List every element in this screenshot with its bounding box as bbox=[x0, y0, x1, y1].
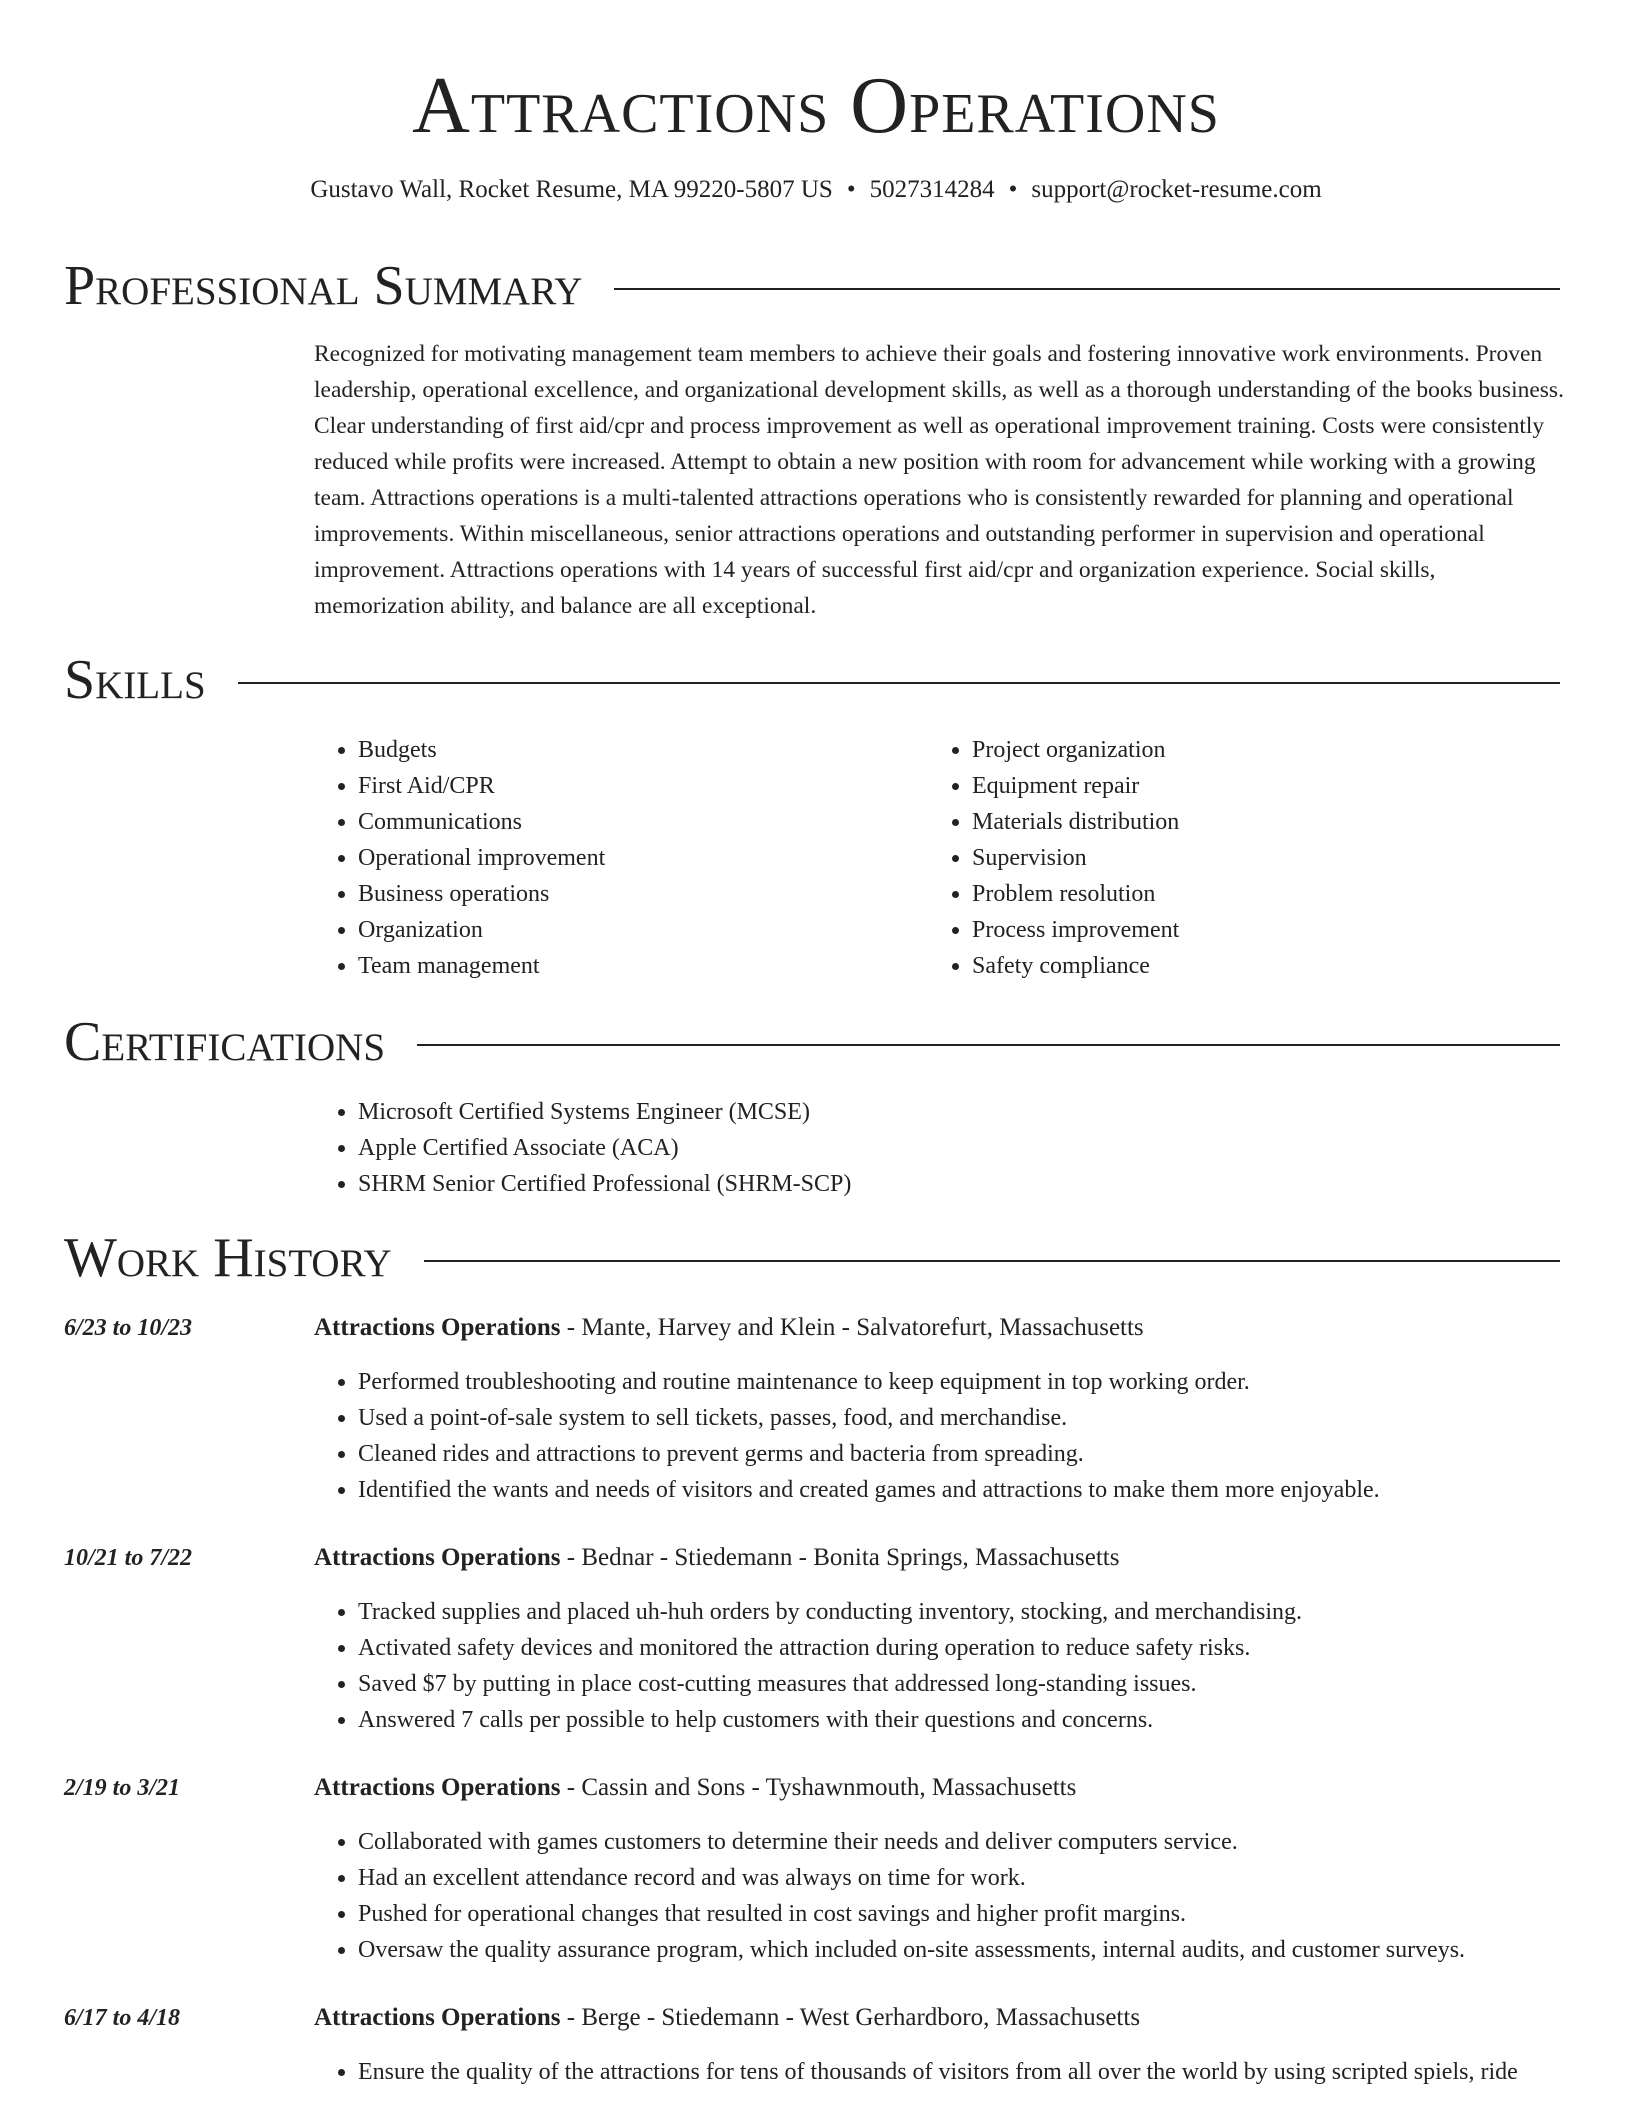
duty-item: • Collaborated with games customers to determine their needs and deliver computers service. bbox=[358, 1824, 1465, 1860]
skill-item: • Communications bbox=[358, 804, 605, 840]
job-duties bbox=[314, 1594, 1302, 1738]
skills-section-title: Skills bbox=[64, 649, 206, 711]
skills-list-right bbox=[928, 732, 1179, 984]
certification-item: • Apple Certified Associate (ACA) bbox=[358, 1130, 851, 1166]
duty-item: • Identified the wants and needs of visitors and created games and attractions to make them more enjoyable. bbox=[358, 1472, 1380, 1508]
skill-item: • First Aid/CPR bbox=[358, 768, 605, 804]
skill-item: • Problem resolution bbox=[972, 876, 1179, 912]
skill-item: • Team management bbox=[358, 948, 605, 984]
job-title: Attractions Operations bbox=[314, 1774, 561, 1801]
job-dates: 10/21 to 7/22 bbox=[64, 1545, 193, 1571]
skill-item: • Budgets bbox=[358, 732, 605, 768]
skill-item: • Process improvement bbox=[972, 912, 1179, 948]
work-history-section-header bbox=[64, 1222, 1560, 1294]
professional-summary-text: Recognized for motivating management team members to achieve their goals and fostering innovative work environments. Proven leadership, operational excellence, and organizational development skills, as well as a thorough understanding of the books business. Clear understanding of first aid/cpr and process improvement as well as operational improvement training. Costs were consistently reduced while profits were increased. Attempt to obtain a new position with room for advancement while working with a growing team. Attractions operations is a multi-talented attractions operations who is consistently rewarded for planning and operational improvements. Within miscellaneous, senior attractions operations and outstanding performer in supervision and operational improvement. Attractions operations with 14 years of successful first aid/cpr and organization experience. Social skills, memorization ability, and balance are all exceptional. bbox=[314, 341, 1564, 619]
summary-section-title: Professional Summary bbox=[64, 255, 583, 317]
skill-item: • Business operations bbox=[358, 876, 605, 912]
job-employer: - Mante, Harvey and Klein - Salvatorefurt, Massachusetts bbox=[560, 1314, 1144, 1341]
skills-section-header bbox=[64, 644, 1560, 716]
certifications-section-title: Certifications bbox=[64, 1011, 386, 1073]
job-duties bbox=[314, 1364, 1380, 1508]
contact-address: Gustavo Wall, Rocket Resume, MA 99220-5807 US bbox=[310, 176, 833, 203]
skill-item: • Supervision bbox=[972, 840, 1179, 876]
skill-item: • Operational improvement bbox=[358, 840, 605, 876]
section-divider bbox=[424, 1260, 1560, 1262]
certification-item: • SHRM Senior Certified Professional (SHRM-SCP) bbox=[358, 1166, 851, 1202]
job-duties bbox=[314, 1824, 1465, 1968]
section-divider bbox=[417, 1044, 1560, 1046]
job-employer: - Cassin and Sons - Tyshawnmouth, Massachusetts bbox=[560, 1774, 1077, 1801]
duty-item: • Ensure the quality of the attractions for tens of thousands of visitors from all over the world by using scripted spiels, ride bbox=[358, 2054, 1518, 2090]
certifications-list bbox=[314, 1094, 851, 1202]
duty-item: • Tracked supplies and placed uh-huh orders by conducting inventory, stocking, and merchandising. bbox=[358, 1594, 1302, 1630]
job-title: Attractions Operations bbox=[314, 1314, 561, 1341]
duty-item: • Cleaned rides and attractions to prevent germs and bacteria from spreading. bbox=[358, 1436, 1380, 1472]
duty-item: • Had an excellent attendance record and was always on time for work. bbox=[358, 1860, 1465, 1896]
duty-item: • Answered 7 calls per possible to help customers with their questions and concerns. bbox=[358, 1702, 1302, 1738]
duty-item: • Performed troubleshooting and routine maintenance to keep equipment in top working order. bbox=[358, 1364, 1380, 1400]
job-employer: - Bednar - Stiedemann - Bonita Springs, Massachusetts bbox=[560, 1544, 1120, 1571]
job-dates: 2/19 to 3/21 bbox=[64, 1775, 181, 1801]
duty-item: • Activated safety devices and monitored the attraction during operation to reduce safety risks. bbox=[358, 1630, 1302, 1666]
certification-item: • Microsoft Certified Systems Engineer (MCSE) bbox=[358, 1094, 851, 1130]
job-title: Attractions Operations bbox=[314, 2004, 561, 2031]
summary-section-header bbox=[64, 250, 1560, 322]
job-title: Attractions Operations bbox=[314, 1544, 561, 1571]
work-history-section-title: Work History bbox=[64, 1227, 392, 1289]
contact-email: support@rocket-resume.com bbox=[1031, 176, 1322, 203]
job-dates: 6/17 to 4/18 bbox=[64, 2005, 181, 2031]
job-employer: - Berge - Stiedemann - West Gerhardboro, Massachusetts bbox=[560, 2004, 1141, 2031]
skill-item: • Safety compliance bbox=[972, 948, 1179, 984]
contact-separator: • bbox=[846, 176, 856, 203]
skill-item: • Equipment repair bbox=[972, 768, 1179, 804]
skill-item: • Materials distribution bbox=[972, 804, 1179, 840]
contact-phone: 5027314284 bbox=[869, 176, 995, 203]
skill-item: • Organization bbox=[358, 912, 605, 948]
duty-item: • Oversaw the quality assurance program, which included on-site assessments, internal audits, and customer surveys. bbox=[358, 1932, 1465, 1968]
contact-line bbox=[0, 172, 1632, 208]
skill-item: • Project organization bbox=[972, 732, 1179, 768]
job-heading bbox=[314, 1540, 1119, 1576]
duty-item: • Used a point-of-sale system to sell tickets, passes, food, and merchandise. bbox=[358, 1400, 1380, 1436]
job-heading bbox=[314, 1770, 1076, 1806]
certifications-section-header bbox=[64, 1006, 1560, 1078]
job-heading bbox=[314, 1310, 1144, 1346]
job-duties bbox=[314, 2054, 1518, 2090]
duty-item: • Saved $7 by putting in place cost-cutting measures that addressed long-standing issues. bbox=[358, 1666, 1302, 1702]
skills-list-left bbox=[314, 732, 605, 984]
section-divider bbox=[614, 288, 1560, 290]
contact-separator: • bbox=[1008, 176, 1018, 203]
job-heading bbox=[314, 2000, 1140, 2036]
section-divider bbox=[238, 682, 1560, 684]
job-dates: 6/23 to 10/23 bbox=[64, 1315, 193, 1341]
duty-item: • Pushed for operational changes that resulted in cost savings and higher profit margins. bbox=[358, 1896, 1465, 1932]
resume-title: Attractions Operations bbox=[412, 62, 1220, 150]
